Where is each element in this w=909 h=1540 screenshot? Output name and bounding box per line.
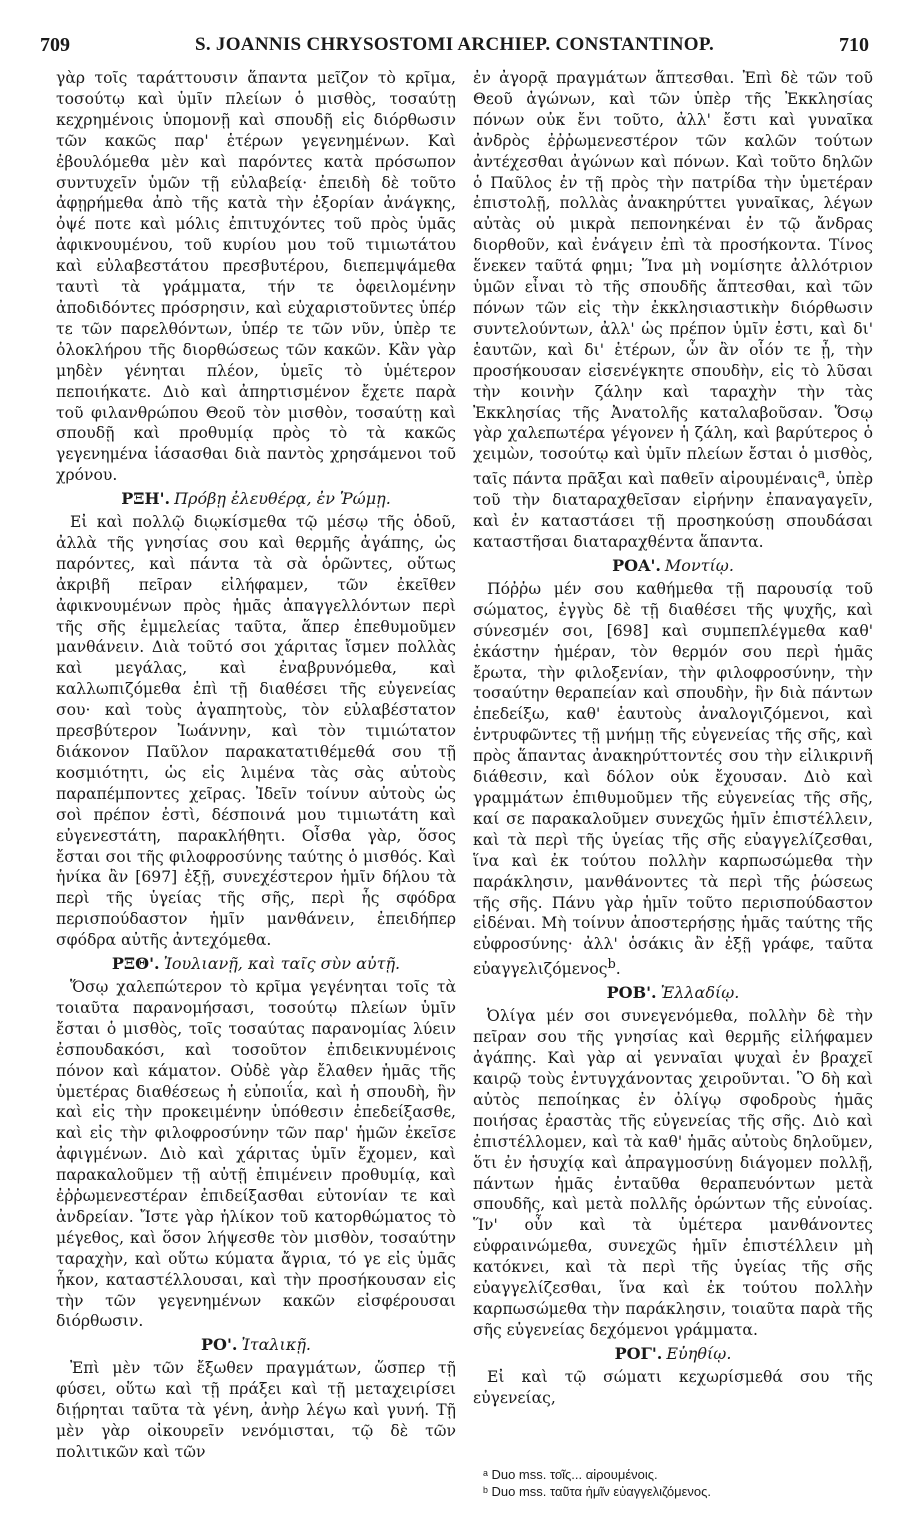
letter-heading [56, 1335, 456, 1356]
page-number-right: 710 [839, 34, 869, 56]
letter-number: ΡΟΓ'. [614, 1343, 663, 1363]
left-column [56, 68, 456, 1463]
right-column [473, 68, 873, 1408]
letter-heading [473, 556, 873, 577]
running-header [40, 30, 869, 60]
paragraph-text: ἐν ἀγορᾷ πραγμάτων ἅπτεσθαι. Ἐπὶ δὲ τῶν τοῦ Θεοῦ ἀγώνων, καὶ τῶν ὑπὲρ τῆς Ἐκκλησίας πόνων οὐκ ἔνι τοῦτο, ἀλλ' ἔστι καὶ γυναῖκα ἀνδρὸς ἐῤῥωμενεστέρον τῶν καλῶν τούτων ἀντέχεσθαι ἀγώνων καὶ πόνων. Καὶ τοῦτο δηλῶν ὁ Παῦλος ἐν τῇ πρὸς τὴν πατρίδα τὴν ὑμετέραν ἐπιστολῇ, πολλὰς ἀνακηρύττει γυναῖκας, λέγων αὐτὰς οὐ μικρὰ πεπονηκέναι ἐν τῷ ἄνδρας διορθοῦν, καὶ ἐνάγειν ἐπὶ τὰ προσήκοντα. Τίνος ἕνεκεν ταῦτά φημι; Ἵνα μὴ νομίσητε ἀλλότριον ὑμῶν εἶναι τὸ τῆς σπουδῆς ἅπτεσθαι, καὶ τῶν πόνων τῶν εἰς τὴν ἐκκλησιαστικὴν διόρθωσιν συντελούντων, ἀλλ' ὡς πρέπον ὑμῖν ἐστι, καὶ δι' ἑαυτῶν, καὶ δι' ἑτέρων, ὧν ἂν οἷόν τε ᾖ, τὴν προσήκουσαν εἰσενέγκητε σπουδὴν, εἰς τὸ λῦσαι τὴν κοινὴν ζάλην καὶ ταραχὴν τὴν τὰς Ἐκκλησίας τῆς Ἀνατολῆς καταλαβοῦσαν. Ὅσῳ γὰρ χαλεπωτέρα γέγονεν ἡ ζάλη, καὶ βαρύτερος ὁ χειμὼν, τοσούτῳ καὶ ὑμῖν πλείων ἔσται ὁ μισθὸς, ταῖς πάντα πρᾶξαι καὶ παθεῖν αἱρουμέναις [473, 69, 873, 489]
paragraph [473, 579, 873, 980]
letter-number: ΡΟ'. [200, 1335, 238, 1355]
paragraph: γὰρ τοῖς ταράττουσιν ἅπαντα μεῖζον τὸ κρῖμα, τοσούτῳ καὶ ὑμῖν πλείων ὁ μισθὸς, τοσαύτῃ κεχρημένοις ὑπομονῇ καὶ σπουδῇ εἰς διόρθωσιν τῶν κακῶς παρ' ἑτέρων γεγενημένων. Καὶ ἐβουλόμεθα μὲν καὶ παρόντες κατὰ πρόσωπον συντυχεῖν ὑμῶν τῇ εὐλαβείᾳ· ἐπειδὴ δὲ τοῦτο ἀφῃρήμεθα ἀπὸ τῆς κατὰ τὴν ἐξορίαν ἀνάγκης, ὀψέ ποτε καὶ μόλις ἐπιτυχόντες τοῦ πρὸς ὑμᾶς ἀφικνουμένου, τοῦ κυρίου μου τοῦ τιμιωτάτου καὶ εὐλαβεστάτου πρεσβυτέρου, διεπεμψάμεθα ταυτὶ τὰ γράμματα, τήν τε ὀφειλομένην ἀποδιδόντες πρόσρησιν, καὶ εὐχαριστοῦντες ὑπέρ τε τῶν παρελθόντων, ὑπέρ τε τῶν νῦν, ὑπὲρ τε ὁλοκλήρου τῆς διορθώσεως τῶν κακῶν. Κἂν γὰρ μηδὲν γένηται πλέον, ὑμεῖς τὸ ὑμέτερον πεποιήκατε. Διὸ καὶ ἀπηρτισμένον ἔχετε παρὰ τοῦ φιλανθρώπου Θεοῦ τὸν μισθὸν, τοσαύτῃ καὶ σπουδῇ καὶ προθυμίᾳ πρὸς τὸ τὰ κακῶς γεγενημένα ἰάσασθαι διὰ παντὸς χρησάμενοι τοῦ χρόνου. [56, 69, 456, 485]
paragraph: Εἰ καὶ τῷ σώματι κεχωρίσμεθά σου τῆς εὐγενείας, [473, 1367, 873, 1407]
paragraph-text: Πόῤῥω μέν σου καθήμεθα τῇ παρουσίᾳ τοῦ σώματος, ἐγγὺς δὲ τῇ διαθέσει τῆς ψυχῆς, καὶ σύνεσμέν σοι, [698] καὶ συμπεπλέγμεθα καθ' ἑκάστην ἡμέραν, τὸν θερμόν σου περὶ ἡμᾶς ἔρωτα, τὴν φιλοξενίαν, τὴν φιλοφροσύνην, τὴν τοσαύτην θεραπείαν καὶ σπουδὴν, ἣν διὰ πάντων ἐπεδείξω, καθ' ἑαυτοὺς ἀναλογιζόμενοι, καὶ ἐντρυφῶντες τῇ μνήμῃ τῆς εὐγενείας τῆς σῆς, καὶ πρὸς ἅπαντας ἀνακηρύττοντές σου τὴν εἰλικρινῆ διάθεσιν, καὶ δόλον οὐκ ἔχουσαν. Διὸ καὶ γραμμάτων ἐπιθυμοῦμεν τῆς εὐγενείας τῆς σῆς, καί σε παρακαλοῦμεν συνεχῶς ἡμῖν ἐπιστέλλειν, καὶ τὰ περὶ τῆς ὑγείας τῆς σῆς εὐαγγελίζεσθαι, ἵνα καὶ ἐκ τούτου πολλὴν καρπωσώμεθα τὴν παράκλησιν, μανθάνοντες τὰ περὶ τῆς ῥώσεως τῆς σῆς. Πάνυ γὰρ ἡμῖν τοῦτο περισπούδαστον εἰδέναι. Μὴ τοίνυν ἀποστερήσῃς ἡμᾶς ταύτης τῆς εὐφροσύνης· ἀλλ' ὁσάκις ἂν ἐξῇ γράφε, ταῦτα εὐαγγελιζόμενος [473, 579, 873, 979]
footnote-marker: a [817, 467, 826, 483]
letter-heading [473, 1344, 873, 1365]
letter-number: ΡΟΒ'. [606, 983, 657, 1003]
letter-heading [56, 489, 456, 510]
paragraph: Εἰ καὶ πολλῷ διῳκίσμεθα τῷ μέσῳ τῆς ὁδοῦ, ἀλλὰ τῆς γνησίας σου καὶ θερμῆς ἀγάπης, ὡς παρόντες, καὶ πάντα τὰ σὰ ὁρῶντες, οὕτως ἀκριβῆ πεῖραν εἰλήφαμεν, τῶν ἐκεῖθεν ἀφικνουμένων πρὸς ἡμᾶς ἀπαγγελλόντων περὶ τῆς σῆς ἐμμελείας ταῦτα, ἅπερ ἐπεθυμοῦμεν μανθάνειν. Διὰ τοῦτό σοι χάριτας ἴσμεν πολλὰς καὶ μεγάλας, καὶ ἐναβρυνόμεθα, καὶ καλλωπιζόμεθα ἐπὶ τῇ διαθέσει τῆς εὐγενείας σου· καὶ τοὺς ἀγαπητοὺς, τὸν εὐλαβέστατον πρεσβύτερον Ἰωάννην, καὶ τὸν τιμιώτατον διάκονον Παῦλον παρακατατιθέμεθά σου τῇ κοσμιότητι, ὡς εἰς λιμένα τὰς σὰς αὐτοὺς παραπέμποντες χεῖρας. Ἰδεῖν τοίνυν αὐτοὺς ὡς σοὶ πρέπον ἐστὶ, δέσποινά μου τιμιωτάτη καὶ εὐγενεστάτη, παρακλήθητι. Οἶσθα γὰρ, ὅσος ἔσται σοι τῆς φιλοφροσύνης ταύτης ὁ μισθός. Καὶ ἡνίκα ἂν [697] ἐξῇ, συνεχέστερον ἡμῖν δήλου τὰ περὶ τῆς ὑγείας τῆς σῆς, περὶ ἧς σφόδρα περισπούδαστον ἡμῖν μανθάνειν, ἐπειδήπερ σφόδρα αὐτῆς ἀντεχόμεθα. [56, 513, 456, 950]
letter-addressee: Πρόβῃ ἐλευθέρᾳ, ἐν Ῥώμῃ. [174, 489, 391, 509]
running-title: S. JOANNIS CHRYSOSTOMI ARCHIEP. CONSTANTINOP. [194, 34, 715, 55]
paragraph: Ὀλίγα μέν σοι συνεγενόμεθα, πολλὴν δὲ τὴν πεῖραν σου τῆς γνησίας καὶ θερμῆς εἰλήφαμεν ἀγάπης. Καὶ γὰρ αἱ γενναῖαι ψυχαὶ ἐν βραχεῖ καιρῷ τοὺς ἐντυγχάνοντας χειροῦνται. Ὃ δὴ καὶ αὐτὸς πεποίηκας ἐν ὀλίγῳ σφοδροὺς ἡμᾶς ποιήσας ἐραστὰς τῆς εὐγενείας τῆς σῆς. Διὸ καὶ ἐπιστέλλομεν, καὶ τὰ καθ' ἡμᾶς αὐτοὺς δηλοῦμεν, ὅτι ἐν ἡσυχίᾳ καὶ ἀπραγμοσύνῃ διάγομεν πολλῇ, πάντων ἡμᾶς ἐνταῦθα θεραπευόντων μετὰ σπουδῆς, καὶ μετὰ πολλῆς ὁρώντων τῆς εὐνοίας. Ἵν' οὖν καὶ τὰ ὑμέτερα μανθάνοντες εὐφραινώμεθα, συνεχῶς ἡμῖν ἐπιστέλλειν μὴ κατόκνει, καὶ τὰ περὶ τῆς ὑγείας τῆς σῆς εὐαγγελίζεσθαι, ἵνα καὶ ἐκ τούτου πολλὴν καρπωσώμεθα τὴν παράκλησιν, τοιαῦτα παρὰ τῆς σῆς εὐγενείας δεχόμενοι γράμματα. [473, 1007, 873, 1339]
paragraph [473, 68, 873, 553]
paragraph-text: . [615, 960, 621, 979]
footnote-b: ᵇ Duo mss. ταῦτα ἡμῖν εὐαγγελιζόμενος. [483, 1484, 711, 1499]
letter-addressee: Ἐλλαδίῳ. [660, 983, 740, 1003]
letter-number: ΡΞΗ'. [121, 489, 171, 509]
letter-number: ΡΞΘ'. [111, 954, 160, 974]
paragraph: Ὅσῳ χαλεπώτερον τὸ κρῖμα γεγένηται τοῖς τὰ τοιαῦτα παρανομήσασι, τοσούτῳ πλείων ὑμῖν ἔσται ὁ μισθὸς, τοῖς τοσαύτας παρανομίας λύειν ἐσπουδακόσι, καὶ τοσοῦτον ἐπιδεικνυμένοις πόνον καὶ κάματον. Οὐδὲ γὰρ ἔλαθεν ἡμᾶς τῆς ὑμετέρας διαθέσεως ἡ εὐποιΐα, καὶ ἡ σπουδὴ, ἣν καὶ εἰς τὴν προκειμένην ὑπόθεσιν ἐπεδείξασθε, καὶ εἰς τὴν φιλοφροσύνην τῶν παρ' ἡμῶν ἐκεῖσε ἀφιγμένων. Διὸ καὶ χάριτας ὑμῖν ἔχομεν, καὶ παρακαλοῦμεν τῇ αὐτῇ ἐπιμένειν προθυμίᾳ, καὶ ἐῤῥωμενεστέραν ἐπιδείξασθαι εὐτονίαν τε καὶ ἀνδρείαν. Ἴστε γὰρ ἡλίκον τοῦ κατορθώματος τὸ μέγεθος, καὶ ὅσον λήψεσθε τὸν μισθὸν, τοσαύτην ταραχὴν, καὶ οὕτω κύματα ἄγρια, τό γε εἰς ὑμᾶς ἧκον, καταστέλλουσαι, καὶ τὴν προσήκουσαν εἰς τὴν τῶν γεγενημένων κακῶν εἰσφέρουσαι διόρθωσιν. [56, 977, 456, 1331]
footnote-marker: b [607, 957, 616, 973]
letter-addressee: Μοντίῳ. [664, 556, 734, 576]
footnote-a: ᵃ Duo mss. τοῖς... αἱρουμένοις. [483, 1467, 658, 1482]
letter-heading [473, 983, 873, 1004]
letter-heading [56, 954, 456, 975]
letter-number: ΡΟΑ'. [612, 556, 661, 576]
page-number-left: 709 [40, 34, 70, 56]
footnotes [473, 1466, 873, 1500]
letter-addressee: Ἰταλικῇ. [241, 1335, 311, 1355]
letter-addressee: Εὐηθίῳ. [666, 1343, 732, 1363]
paragraph-text: , ὑπὲρ τοῦ τὴν διαταραχθεῖσαν εἰρήνην ἐπαναγαγεῖν, καὶ ἐν καταστάσει τῇ προσηκούσῃ σπουδάσαι καταστῆσαι διαταραχθέντα ἅπαντα. [473, 470, 873, 552]
letter-addressee: Ἰουλιανῇ, καὶ ταῖς σὺν αὐτῇ. [163, 954, 401, 974]
paragraph: Ἐπὶ μὲν τῶν ἔξωθεν πραγμάτων, ὥσπερ τῇ φύσει, οὕτω καὶ τῇ πράξει καὶ τῇ μεταχειρίσει διῄρηται ταῦτα τὰ γένη, ἀνὴρ λέγω καὶ γυνή. Τῇ μὲν γὰρ οἰκουρεῖν νενόμισται, τῷ δὲ τῶν πολιτικῶν καὶ τῶν [56, 1359, 456, 1461]
